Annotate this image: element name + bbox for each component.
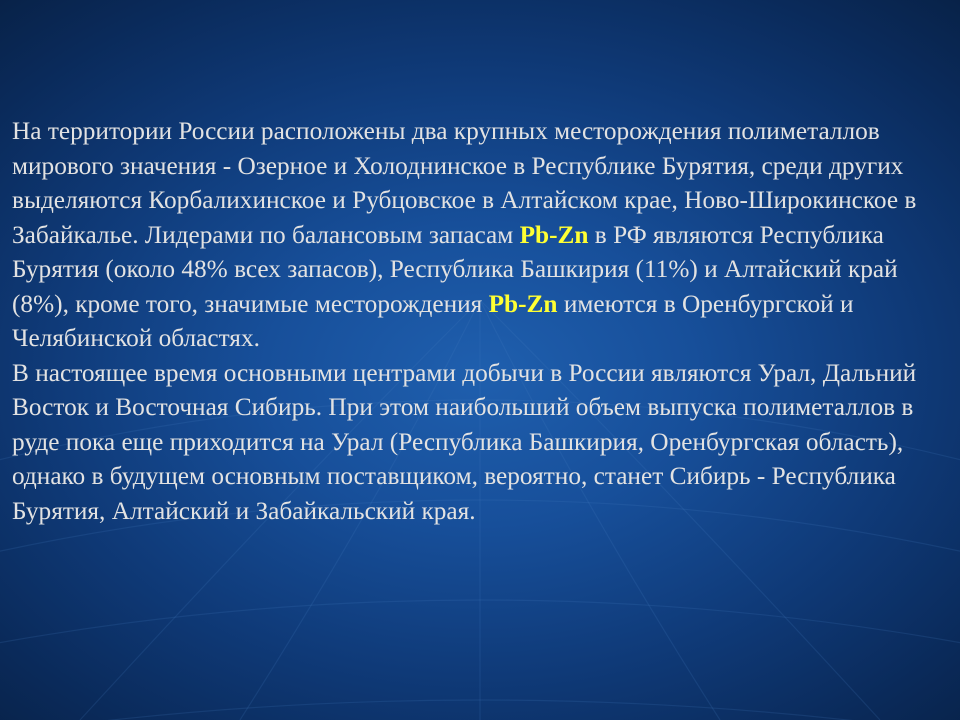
highlight-term: Pb-Zn bbox=[488, 289, 558, 318]
slide-body-text bbox=[12, 114, 952, 528]
paragraph-2 bbox=[12, 356, 952, 529]
text-segment: В настоящее время основными центрами добычи в России являются Урал, Дальний Восток и Восточная Сибирь. При этом наибольший объем выпуска полиметаллов в руде пока еще приходится на Урал (Республика Башкирия, Оренбургская область), однако в будущем основным поставщиком, вероятно, станет Сибирь - Республика Бурятия, Алтайский и Забайкальский края. bbox=[12, 358, 917, 525]
paragraph-1 bbox=[12, 114, 952, 356]
text-segment: имеются в Оренбургской и Челябинской областях. bbox=[12, 289, 854, 352]
text-segment: в РФ являются Республика Бурятия (около 48% всех запасов), Республика Башкирия (11%) и Алтайский край (8%), кроме того, значимые месторождения bbox=[12, 220, 898, 318]
text-segment: На территории России расположены два крупных месторождения полиметаллов мирового значения - Озерное и Холоднинское в Республике Бурятия, среди других выделяются Корбалихинское и Рубцовское в Алтайском крае, Ново-Широкинское в Забайкалье. Лидерами по балансовым запасам bbox=[12, 117, 917, 249]
highlight-term: Pb-Zn bbox=[519, 220, 589, 249]
